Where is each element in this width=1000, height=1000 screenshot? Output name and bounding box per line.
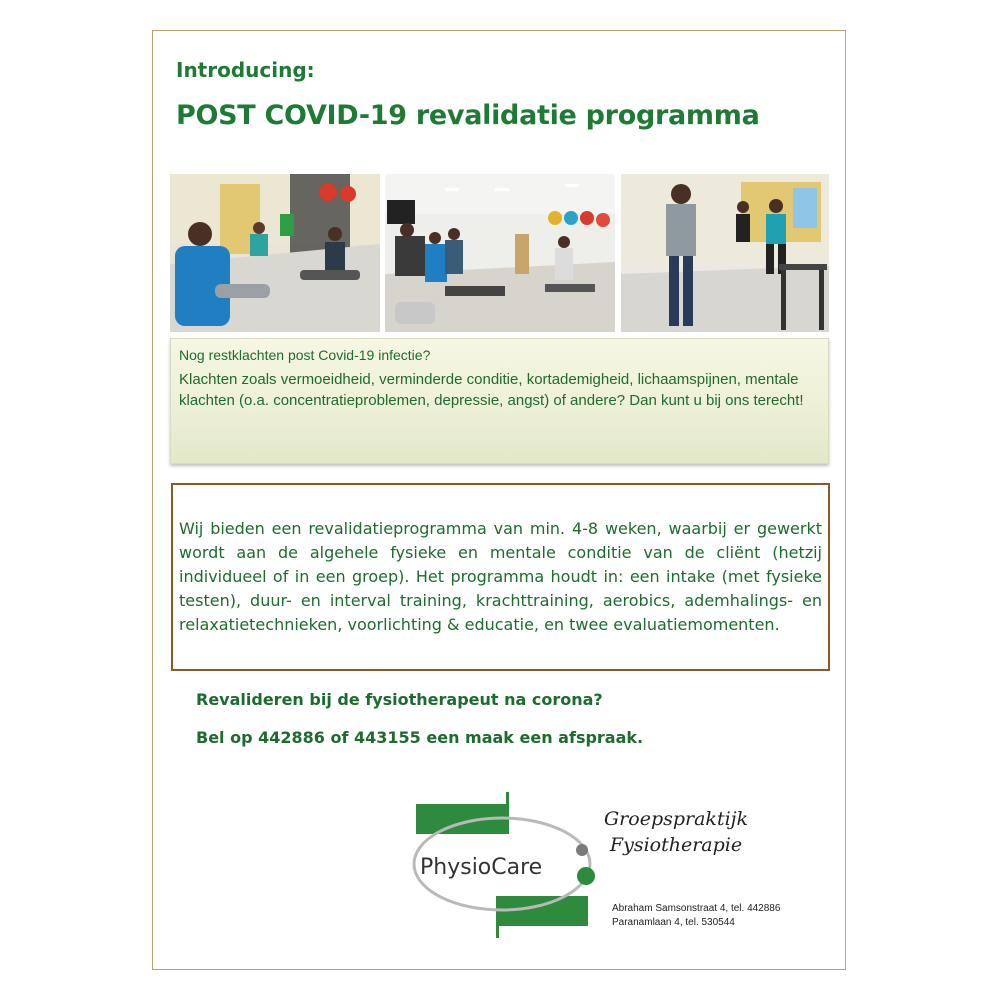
- practice-name: [604, 806, 748, 858]
- address-line2: Paranamlaan 4, tel. 530544: [612, 917, 735, 928]
- physiocare-logo: [410, 788, 600, 938]
- complaints-question: Nog restklachten post Covid-19 infectie?: [179, 347, 431, 363]
- cta-question: Revalideren bij de fysiotherapeut na corona?: [196, 690, 603, 709]
- svg-text:PhysioCare: PhysioCare: [420, 855, 543, 880]
- cta-phone: Bel op 442886 of 443155 een maak een afspraak.: [196, 728, 644, 747]
- complaints-description: Klachten zoals vermoeidheid, verminderde conditie, kortademigheid, lichaamspijnen, mentale klachten (o.a. concentratieproblemen, depressie, angst) of andere? Dan kunt u bij ons terecht!: [179, 371, 804, 409]
- program-description-text: Wij bieden een revalidatieprogramma van min. 4-8 weken, waarbij er gewerkt wordt aan de algehele fysieke en mentale conditie van de cliënt (hetzij individueel of in een groep). Het programma houdt in: een intake (met fysieke testen), duur- en interval training, krachttraining, aerobics, ademhalings- en relaxatietechnieken, voorlichting & educatie, en twee evaluatiemomenten.: [179, 519, 822, 634]
- treadmill-room-photo: [385, 174, 615, 332]
- practice-line2: Fysiotherapie: [609, 834, 743, 856]
- page-title: POST COVID-19 revalidatie programma: [176, 100, 760, 131]
- program-description-box: [171, 483, 830, 671]
- gym-floor-exercise-photo: [170, 174, 380, 332]
- standing-exercise-photo: [621, 174, 829, 332]
- intro-heading: Introducing:: [176, 58, 315, 82]
- address-block: [612, 902, 780, 930]
- address-line1: Abraham Samsonstraat 4, tel. 442886: [612, 903, 781, 914]
- practice-line1: Groepspraktijk: [604, 808, 749, 830]
- complaints-box: [170, 338, 829, 464]
